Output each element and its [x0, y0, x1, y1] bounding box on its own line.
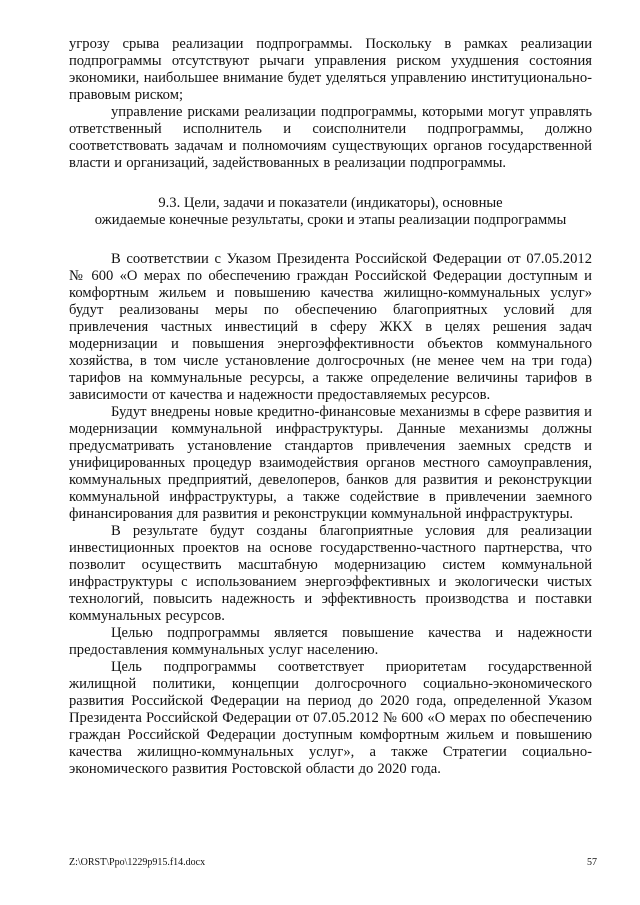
page-number: 57	[587, 857, 597, 868]
paragraph-decree: В соответствии с Указом Президента Российской Федерации от 07.05.2012 № 600 «О мерах по обеспечению граждан Российской Федерации доступным и комфортным жильем и повышению качества жилищно-коммунальных услуг» будут реализованы меры по обеспечению благоприятных условий для привлечения частных инвестиций в сферу ЖКХ в целях решения задач модернизации и повышения энергоэффективности объектов коммунального хозяйства, в том числе установление долгосрочных (не менее чем на три года) тарифов на коммунальные ресурсы, а также определение величины тарифов в зависимости от качества и надежности предоставляемых ресурсов.	[69, 251, 592, 403]
paragraph-results: В результате будут созданы благоприятные условия для реализации инвестиционных проектов на основе государственно-частного партнерства, что позволит осуществить масштабную модернизацию систем коммунальной инфраструктуры с использованием энергоэффективных и экологически чистых технологий, повысить надежность и эффективность производства и поставки коммунальных ресурсов.	[69, 523, 592, 624]
section-heading-line-1: 9.3. Цели, задачи и показатели (индикаторы), основные	[158, 195, 503, 211]
paragraph-risk-management: управление рисками реализации подпрограммы, которыми могут управлять ответственный исполнитель и соисполнители подпрограммы, должно соответствовать задачам и полномочиям существующих органов государственной власти и организаций, задействованных в реализации подпрограммы.	[69, 104, 592, 171]
paragraph-goal: Целью подпрограммы является повышение качества и надежности предоставления коммунальных услуг населению.	[69, 625, 592, 658]
section-heading-line-2: ожидаемые конечные результаты, сроки и этапы реализации подпрограммы	[94, 212, 567, 228]
page-footer	[69, 857, 597, 869]
document-page	[69, 36, 592, 778]
file-path: Z:\ORST\Ppo\1229p915.f14.docx	[69, 857, 206, 868]
section-heading	[69, 195, 592, 229]
paragraph-financial-mechanisms: Будут внедрены новые кредитно-финансовые механизмы в сфере развития и модернизации коммунальной инфраструктуры. Данные механизмы должны предусматривать установление стандартов привлечения заемных средств и унифицированных процедур взаимодействия органов местного самоуправления, коммунальных предприятий, девелоперов, банков для развития и реконструкции коммунальной инфраструктуры, а также содействие в привлечении заемного финансирования для развития и реконструкции коммунальной инфраструктуры.	[69, 404, 592, 522]
paragraph-continued: угрозу срыва реализации подпрограммы. Поскольку в рамках реализации подпрограммы отсутствуют рычаги управления риском ухудшения состояния экономики, наибольшее внимание будет уделяться управлению институционально-правовым риском;	[69, 36, 592, 103]
paragraph-goal-alignment: Цель подпрограммы соответствует приоритетам государственной жилищной политики, концепции долгосрочного социально-экономического развития Российской Федерации на период до 2020 года, определенной Указом Президента Российской Федерации от 07.05.2012 № 600 «О мерах по обеспечению граждан Российской Федерации доступным комфортным жильем и повышению качества жилищно-коммунальных услуг», а также Стратегии социально-экономического развития Ростовской области до 2020 года.	[69, 659, 592, 777]
